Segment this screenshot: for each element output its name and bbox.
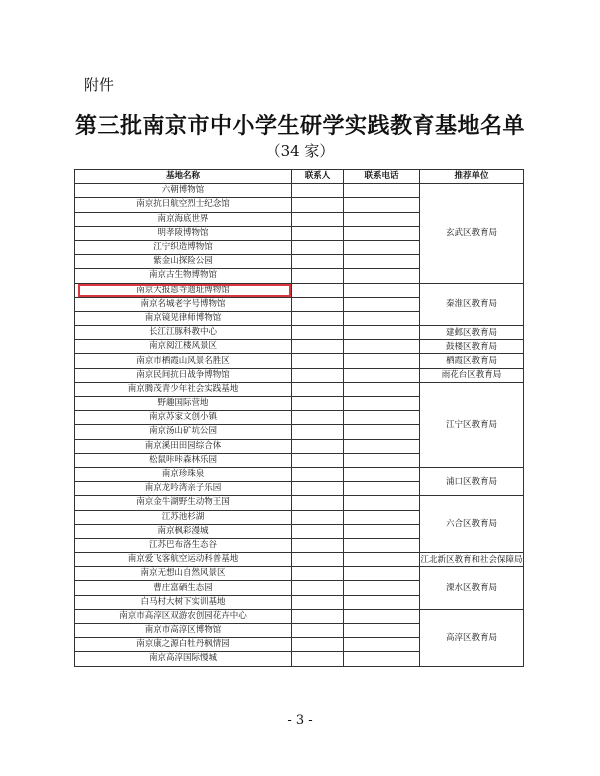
contact-cell xyxy=(292,581,344,595)
recommender-cell: 建邺区教育局 xyxy=(420,326,524,340)
base-name-cell: 松鼠咔咔森林乐园 xyxy=(75,453,292,467)
recommender-cell: 高淳区教育局 xyxy=(420,609,524,666)
base-name-cell: 南京康之源白牡丹枫情园 xyxy=(75,638,292,652)
table-row xyxy=(75,368,524,382)
phone-cell xyxy=(344,553,420,567)
base-name-cell: 南京珍珠泉 xyxy=(75,467,292,481)
phone-cell xyxy=(344,297,420,311)
table-row xyxy=(75,184,524,198)
contact-cell xyxy=(292,609,344,623)
table-row xyxy=(75,496,524,510)
phone-cell xyxy=(344,411,420,425)
column-header-contact: 联系人 xyxy=(292,170,344,184)
contact-cell xyxy=(292,439,344,453)
base-name-cell: 江宁织造博物馆 xyxy=(75,240,292,254)
phone-cell xyxy=(344,212,420,226)
base-name-cell: 南京名城老字号博物馆 xyxy=(75,297,292,311)
phone-cell xyxy=(344,439,420,453)
phone-cell xyxy=(344,255,420,269)
attachment-label: 附件 xyxy=(84,76,115,94)
contact-cell xyxy=(292,283,344,297)
contact-cell xyxy=(292,311,344,325)
column-header-recommender: 推荐单位 xyxy=(420,170,524,184)
base-name-cell: 南京阅江楼风景区 xyxy=(75,340,292,354)
contact-cell xyxy=(292,595,344,609)
recommender-cell: 雨花台区教育局 xyxy=(420,368,524,382)
table-row xyxy=(75,553,524,567)
contact-cell xyxy=(292,240,344,254)
contact-cell xyxy=(292,553,344,567)
phone-cell xyxy=(344,510,420,524)
recommender-cell: 溧水区教育局 xyxy=(420,567,524,610)
contact-cell xyxy=(292,212,344,226)
base-name-cell: 南京市栖霞山风景名胜区 xyxy=(75,354,292,368)
base-name-cell: 南京枫彩漫城 xyxy=(75,524,292,538)
contact-cell xyxy=(292,382,344,396)
base-name-cell: 南京溪田田园综合体 xyxy=(75,439,292,453)
phone-cell xyxy=(344,283,420,297)
base-name-cell: 南京汤山矿坑公园 xyxy=(75,425,292,439)
contact-cell xyxy=(292,467,344,481)
phone-cell xyxy=(344,595,420,609)
phone-cell xyxy=(344,226,420,240)
phone-cell xyxy=(344,311,420,325)
phone-cell xyxy=(344,368,420,382)
base-name-cell: 南京市高淳区博物馆 xyxy=(75,624,292,638)
table-row xyxy=(75,340,524,354)
phone-cell xyxy=(344,198,420,212)
recommender-cell: 浦口区教育局 xyxy=(420,467,524,495)
contact-cell xyxy=(292,652,344,666)
highlight-box xyxy=(78,284,291,297)
phone-cell xyxy=(344,326,420,340)
base-name-cell: 曹庄富硒生态园 xyxy=(75,581,292,595)
phone-cell xyxy=(344,240,420,254)
base-name-cell: 南京腾茂青少年社会实践基地 xyxy=(75,382,292,396)
contact-cell xyxy=(292,368,344,382)
phone-cell xyxy=(344,340,420,354)
recommender-cell: 江宁区教育局 xyxy=(420,382,524,467)
contact-cell xyxy=(292,411,344,425)
table-header-row xyxy=(75,170,524,184)
base-name-cell: 南京龙吟湾亲子乐园 xyxy=(75,482,292,496)
contact-cell xyxy=(292,538,344,552)
base-name-cell: 六朝博物馆 xyxy=(75,184,292,198)
table-row xyxy=(75,382,524,396)
recommender-cell: 栖霞区教育局 xyxy=(420,354,524,368)
page-subtitle: （34 家） xyxy=(265,142,335,160)
base-name-cell: 南京抗日航空烈士纪念馆 xyxy=(75,198,292,212)
phone-cell xyxy=(344,652,420,666)
base-name-cell: 南京无想山自然风景区 xyxy=(75,567,292,581)
recommender-cell: 玄武区教育局 xyxy=(420,184,524,283)
contact-cell xyxy=(292,482,344,496)
base-name-cell: 南京市高淳区双游农创园花卉中心 xyxy=(75,609,292,623)
base-name-cell: 南京大报恩寺遗址博物馆 xyxy=(75,283,292,297)
base-name-cell: 南京镜见律师博物馆 xyxy=(75,311,292,325)
contact-cell xyxy=(292,638,344,652)
table-row xyxy=(75,467,524,481)
recommender-cell: 鼓楼区教育局 xyxy=(420,340,524,354)
phone-cell xyxy=(344,397,420,411)
phone-cell xyxy=(344,269,420,283)
contact-cell xyxy=(292,624,344,638)
phone-cell xyxy=(344,567,420,581)
phone-cell xyxy=(344,184,420,198)
recommender-cell: 秦淮区教育局 xyxy=(420,283,524,326)
contact-cell xyxy=(292,496,344,510)
base-name-cell: 野趣国际营地 xyxy=(75,397,292,411)
base-name-cell: 南京古生物博物馆 xyxy=(75,269,292,283)
base-name-cell: 江苏池杉湖 xyxy=(75,510,292,524)
phone-cell xyxy=(344,624,420,638)
contact-cell xyxy=(292,354,344,368)
contact-cell xyxy=(292,226,344,240)
page-title: 第三批南京市中小学生研学实践教育基地名单 xyxy=(74,113,525,139)
contact-cell xyxy=(292,326,344,340)
contact-cell xyxy=(292,340,344,354)
contact-cell xyxy=(292,198,344,212)
base-name-cell: 南京海底世界 xyxy=(75,212,292,226)
contact-cell xyxy=(292,453,344,467)
contact-cell xyxy=(292,297,344,311)
phone-cell xyxy=(344,482,420,496)
base-name-cell: 南京苏家文创小镇 xyxy=(75,411,292,425)
base-name-cell: 南京民间抗日战争博物馆 xyxy=(75,368,292,382)
phone-cell xyxy=(344,581,420,595)
contact-cell xyxy=(292,255,344,269)
phone-cell xyxy=(344,538,420,552)
phone-cell xyxy=(344,354,420,368)
base-name-cell: 南京金牛湖野生动物王国 xyxy=(75,496,292,510)
phone-cell xyxy=(344,425,420,439)
base-name-cell: 白马村大树下实训基地 xyxy=(75,595,292,609)
phone-cell xyxy=(344,496,420,510)
contact-cell xyxy=(292,269,344,283)
phone-cell xyxy=(344,609,420,623)
phone-cell xyxy=(344,467,420,481)
contact-cell xyxy=(292,524,344,538)
recommender-cell: 江北新区教育和社会保障局 xyxy=(420,553,524,567)
base-name-cell: 长江江豚科教中心 xyxy=(75,326,292,340)
phone-cell xyxy=(344,638,420,652)
contact-cell xyxy=(292,567,344,581)
column-header-phone: 联系电话 xyxy=(344,170,420,184)
contact-cell xyxy=(292,425,344,439)
table-row xyxy=(75,567,524,581)
base-name-cell: 明孝陵博物馆 xyxy=(75,226,292,240)
contact-cell xyxy=(292,184,344,198)
table-row xyxy=(75,609,524,623)
base-list-table xyxy=(74,169,524,667)
recommender-cell: 六合区教育局 xyxy=(420,496,524,553)
base-name-cell: 南京高淳国际慢城 xyxy=(75,652,292,666)
phone-cell xyxy=(344,453,420,467)
base-name-cell: 江苏巴布洛生态谷 xyxy=(75,538,292,552)
contact-cell xyxy=(292,397,344,411)
column-header-base-name: 基地名称 xyxy=(75,170,292,184)
contact-cell xyxy=(292,510,344,524)
phone-cell xyxy=(344,524,420,538)
table-row xyxy=(75,354,524,368)
page-number: - 3 - xyxy=(287,713,313,728)
phone-cell xyxy=(344,382,420,396)
table-body xyxy=(75,184,524,666)
table-row xyxy=(75,326,524,340)
base-name-cell: 紫金山探险公园 xyxy=(75,255,292,269)
base-name-cell: 南京爱飞客航空运动科普基地 xyxy=(75,553,292,567)
